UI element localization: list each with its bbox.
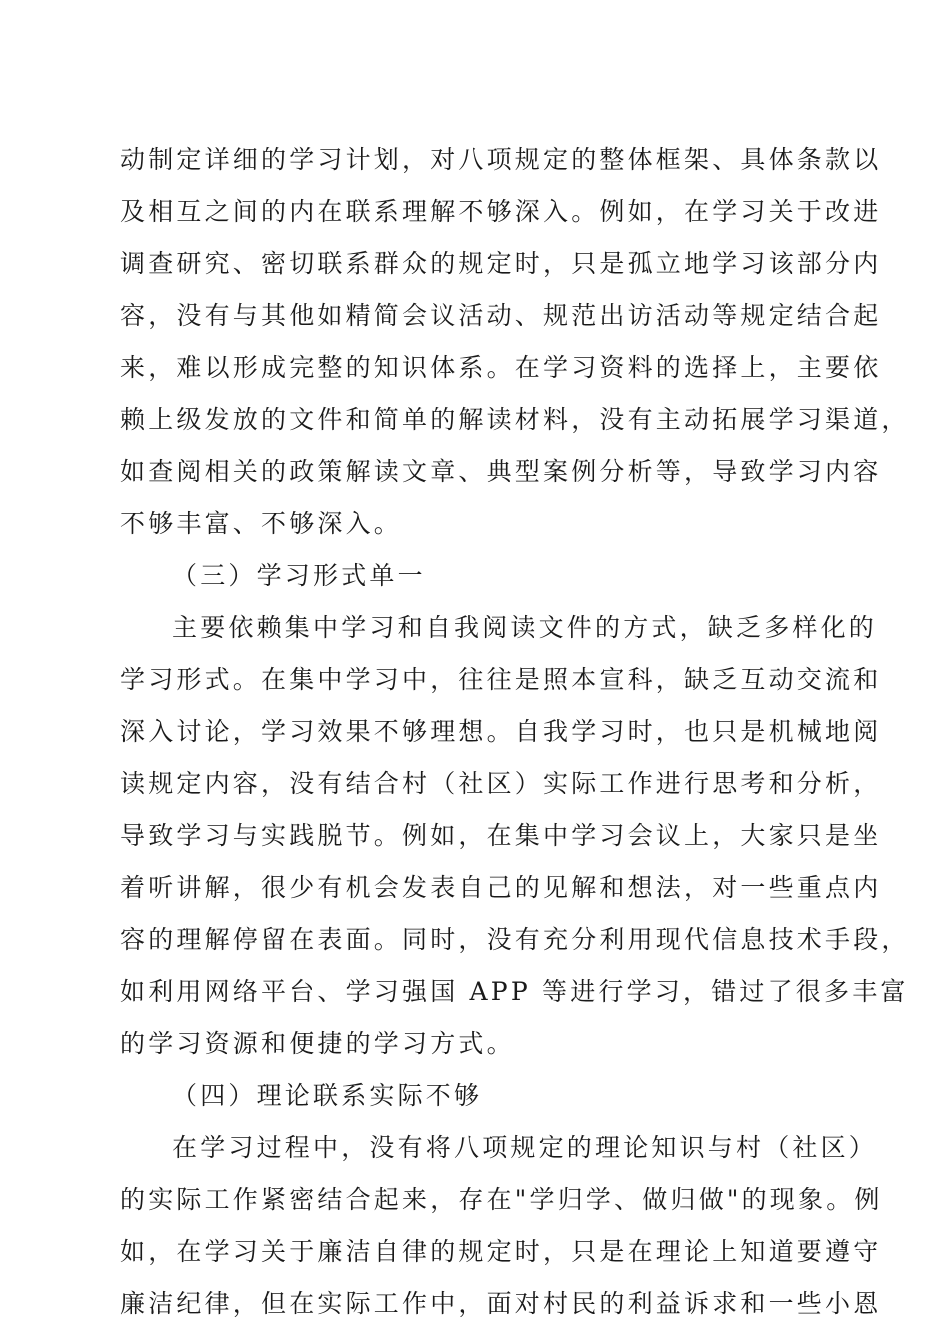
- body-text-line: 导致学习与实践脱节。例如，在集中学习会议上，大家只是坐: [120, 821, 882, 850]
- body-text-line: 不够丰富、不够深入。: [120, 509, 403, 538]
- body-text-line: 及相互之间的内在联系理解不够深入。例如，在学习关于改进: [120, 197, 882, 226]
- body-text-line: 来，难以形成完整的知识体系。在学习资料的选择上，主要依: [120, 353, 882, 382]
- section-heading-3: （三）学习形式单一: [172, 561, 426, 590]
- body-text-line: 读规定内容，没有结合村（社区）实际工作进行思考和分析，: [120, 769, 882, 798]
- body-text-line: 如，在学习关于廉洁自律的规定时，只是在理论上知道要遵守: [120, 1237, 882, 1266]
- body-text-line: 深入讨论，学习效果不够理想。自我学习时，也只是机械地阅: [120, 717, 882, 746]
- body-text-line: 容，没有与其他如精简会议活动、规范出访活动等规定结合起: [120, 301, 882, 330]
- body-text-line: 如利用网络平台、学习强国 APP 等进行学习，错过了很多丰富: [120, 977, 909, 1006]
- body-text-line: 在学习过程中，没有将八项规定的理论知识与村（社区）: [172, 1133, 878, 1162]
- section-heading-4: （四）理论联系实际不够: [172, 1081, 483, 1110]
- body-text-line: 主要依赖集中学习和自我阅读文件的方式，缺乏多样化的: [172, 613, 878, 642]
- body-text-line: 的实际工作紧密结合起来，存在"学归学、做归做"的现象。例: [120, 1185, 883, 1214]
- body-text-line: 赖上级发放的文件和简单的解读材料，没有主动拓展学习渠道，: [120, 405, 910, 434]
- body-text-line: 廉洁纪律，但在实际工作中，面对村民的利益诉求和一些小恩: [120, 1289, 882, 1318]
- body-text-line: 着听讲解，很少有机会发表自己的见解和想法，对一些重点内: [120, 873, 882, 902]
- body-text-line: 如查阅相关的政策解读文章、典型案例分析等，导致学习内容: [120, 457, 882, 486]
- body-text-line: 学习形式。在集中学习中，往往是照本宣科，缺乏互动交流和: [120, 665, 882, 694]
- body-text-line: 动制定详细的学习计划，对八项规定的整体框架、具体条款以: [120, 145, 882, 174]
- body-text-line: 容的理解停留在表面。同时，没有充分利用现代信息技术手段，: [120, 925, 910, 954]
- body-text-line: 的学习资源和便捷的学习方式。: [120, 1029, 515, 1058]
- body-text-line: 调查研究、密切联系群众的规定时，只是孤立地学习该部分内: [120, 249, 882, 278]
